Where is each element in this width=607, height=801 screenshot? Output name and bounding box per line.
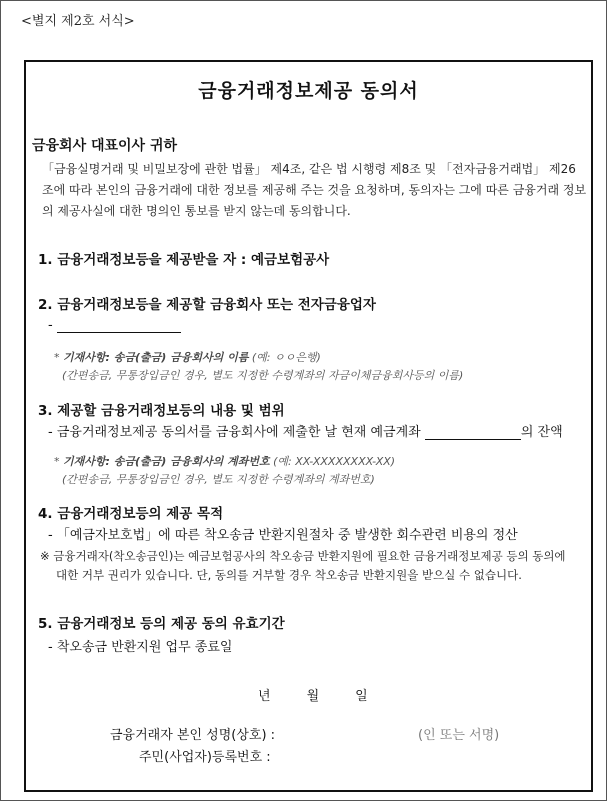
section-2-line <box>48 318 181 333</box>
date-month[interactable]: 월 <box>306 689 322 704</box>
note-label: 기재사항: 송금(출금) 금융회사의 계좌번호 <box>63 455 270 468</box>
note-label: 기재사항: 송금(출금) 금융회사의 이름 <box>63 351 249 364</box>
note-example: (예: ㅇㅇ은행) <box>248 351 321 364</box>
note-example: (예: XX-XXXXXXXX-XX) <box>269 455 396 468</box>
refusal-notice-line-1: ※ 금융거래자(착오송금인)는 예금보험공사의 착오송금 반환지원에 필요한 금융거래정보제공 등의 동의에 <box>40 549 566 563</box>
dash: - <box>48 318 53 333</box>
signature-hint[interactable]: (인 또는 서명) <box>418 728 500 743</box>
intro-paragraph: 「금융실명거래 및 비밀보장에 관한 법률」 제4조, 같은 법 시행령 제8조 및 「전자금융거래법」 제26조에 따라 본인의 금융거래에 대한 정보를 제공해 주는 것을 요청하며, 동의자는 그에 따른 금융거래 정보의 제공사실에 대한 명의인 통보를 받지 않는데 동의합니다. <box>42 162 587 218</box>
section-3-note: * 기재사항: 송금(출금) 금융회사의 계좌번호 (예: XX-XXXXXXXX-XX) <box>54 455 396 468</box>
id-number-label: 주민(사업자)등록번호 : <box>139 750 271 765</box>
section-3-heading: 3. 제공할 금융거래정보등의 내용 및 범위 <box>38 403 285 419</box>
date-day[interactable]: 일 <box>355 689 370 704</box>
section-5-heading: 5. 금융거래정보 등의 제공 동의 유효기간 <box>38 616 285 632</box>
section-2-subnote: (간편송금, 무통장입금인 경우, 별도 지정한 수령계좌의 자금이체금융회사등의 이름) <box>62 369 464 382</box>
date-line <box>258 685 404 704</box>
section-2-note: * 기재사항: 송금(출금) 금융회사의 이름 (예: ㅇㅇ은행) <box>54 351 321 364</box>
refusal-notice-line-2: 대한 거부 권리가 있습니다. 단, 동의를 거부할 경우 착오송금 반환지원을 받으실 수 없습니다. <box>56 568 522 582</box>
section-4-heading: 4. 금융거래정보등의 제공 목적 <box>38 506 224 522</box>
form-number-label: <별지 제2호 서식> <box>21 14 135 29</box>
section-3-line: - 금융거래정보제공 동의서를 금융회사에 제출한 날 현재 예금계좌 의 잔액 <box>48 425 563 440</box>
form-title: 금융거래정보제공 동의서 <box>198 80 419 102</box>
consent-form <box>24 60 593 792</box>
name-label: 금융거래자 본인 성명(상호) : <box>110 728 276 743</box>
section-3-subnote: (간편송금, 무통장입금인 경우, 별도 지정한 수령계좌의 계좌번호) <box>62 473 375 486</box>
section-2-heading: 2. 금융거래정보등을 제공할 금융회사 또는 전자금융업자 <box>38 297 376 313</box>
section-1-heading: 1. 금융거래정보등을 제공받을 자 : 예금보험공사 <box>38 252 330 268</box>
section-4-line: - 「예금자보호법」에 따른 착오송금 반환지원절차 중 발생한 회수관련 비용의 정산 <box>48 528 518 543</box>
institution-name-field[interactable] <box>57 318 181 333</box>
addressee: 금융회사 대표이사 귀하 <box>32 138 177 154</box>
section-5-line: - 착오송금 반환지원 업무 종료일 <box>48 640 233 655</box>
date-year[interactable]: 년 <box>258 689 273 704</box>
account-number-field[interactable] <box>425 425 521 440</box>
